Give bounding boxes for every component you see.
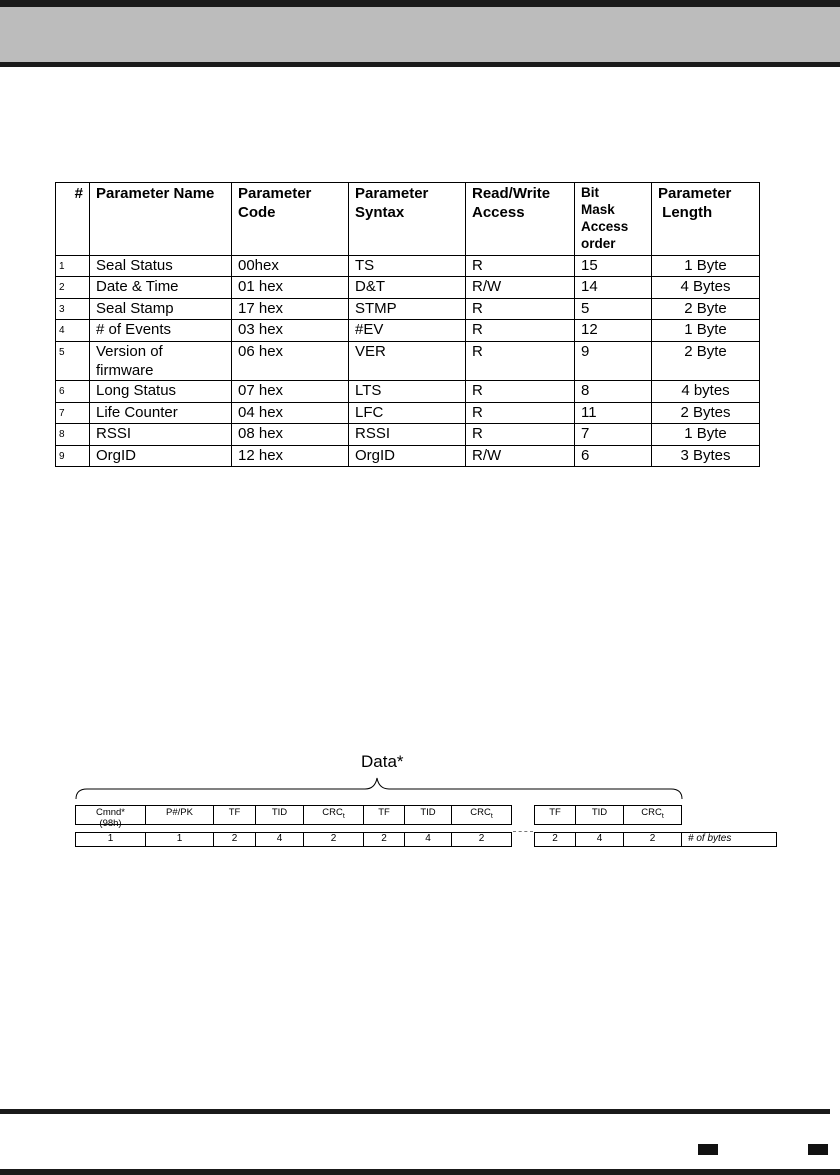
row-code: 07 hex [232, 381, 349, 402]
row-bit: 14 [575, 277, 652, 298]
header-top-rule [0, 0, 840, 7]
row-length: 4 bytes [652, 381, 760, 402]
parameter-table [55, 182, 760, 467]
row-syntax: VER [349, 341, 466, 381]
row-bit: 7 [575, 424, 652, 445]
row-access: R [466, 424, 575, 445]
frame-title: Data* [361, 752, 404, 771]
table-row [56, 320, 760, 341]
row-num: 7 [56, 402, 90, 423]
row-length: 2 Byte [652, 341, 760, 381]
count-tid: 4 [575, 832, 624, 847]
footer-mark-left [698, 1144, 718, 1155]
row-num: 4 [56, 320, 90, 341]
row-length: 2 Bytes [652, 402, 760, 423]
row-num: 3 [56, 298, 90, 319]
footer-rule-bottom [0, 1169, 840, 1175]
row-num: 8 [56, 424, 90, 445]
row-code: 03 hex [232, 320, 349, 341]
row-access: R [466, 402, 575, 423]
bytes-label: # of bytes [681, 832, 777, 847]
header-parameter-name: Parameter Name [90, 183, 232, 256]
row-num: 1 [56, 256, 90, 277]
data-frame-diagram [75, 752, 780, 852]
row-syntax: OrgID [349, 445, 466, 466]
table-row [56, 381, 760, 402]
row-access: R [466, 381, 575, 402]
row-length: 3 Bytes [652, 445, 760, 466]
footer-mark-right [808, 1144, 828, 1155]
header-access: Read/Write Access [466, 183, 575, 256]
row-num: 9 [56, 445, 90, 466]
row-code: 12 hex [232, 445, 349, 466]
row-access: R [466, 341, 575, 381]
row-syntax: LFC [349, 402, 466, 423]
header-gray-bar [0, 7, 840, 62]
row-bit: 5 [575, 298, 652, 319]
row-length: 1 Byte [652, 320, 760, 341]
count-tf: 2 [213, 832, 256, 847]
field-tid: TID [575, 805, 624, 825]
field-crc: $CRC_t$ [303, 805, 364, 825]
row-access: R [466, 256, 575, 277]
row-code: 17 hex [232, 298, 349, 319]
row-num: 5 [56, 341, 90, 381]
count-cmnd: 1 [75, 832, 146, 847]
count-crc: 2 [451, 832, 512, 847]
row-length: 4 Bytes [652, 277, 760, 298]
footer-rule-top [0, 1109, 830, 1114]
count-crc: 2 [303, 832, 364, 847]
row-length: 1 Byte [652, 424, 760, 445]
row-syntax: STMP [349, 298, 466, 319]
count-tid: 4 [255, 832, 304, 847]
row-syntax: LTS [349, 381, 466, 402]
row-name: Seal Stamp [90, 298, 232, 319]
row-access: R [466, 298, 575, 319]
row-num: 2 [56, 277, 90, 298]
row-name: Life Counter [90, 402, 232, 423]
header-bitmask: Bit Mask Access order [575, 183, 652, 256]
row-length: 1 Byte [652, 256, 760, 277]
field-crc: $CRC_t$ [451, 805, 512, 825]
table-row [56, 402, 760, 423]
row-bit: 8 [575, 381, 652, 402]
field-tf: TF [213, 805, 256, 825]
count-tid: 4 [404, 832, 452, 847]
row-syntax: TS [349, 256, 466, 277]
count-crc: 2 [623, 832, 682, 847]
table-row [56, 298, 760, 319]
row-name: OrgID [90, 445, 232, 466]
field-tf: TF [363, 805, 405, 825]
row-access: R/W [466, 445, 575, 466]
header-bottom-rule [0, 62, 840, 67]
row-num: 6 [56, 381, 90, 402]
table-row [56, 256, 760, 277]
field-cmnd: Cmnd* (98h) [75, 805, 146, 825]
row-bit: 15 [575, 256, 652, 277]
row-syntax: #EV [349, 320, 466, 341]
data-brace [75, 772, 695, 802]
row-access: R [466, 320, 575, 341]
row-code: 00hex [232, 256, 349, 277]
header-parameter-code: Parameter Code [232, 183, 349, 256]
row-code: 01 hex [232, 277, 349, 298]
header-num: # [56, 183, 90, 256]
row-syntax: RSSI [349, 424, 466, 445]
continuation-dash [513, 831, 533, 832]
table-row [56, 424, 760, 445]
row-code: 04 hex [232, 402, 349, 423]
count-pk: 1 [145, 832, 214, 847]
field-tid: TID [404, 805, 452, 825]
field-pk: P#/PK [145, 805, 214, 825]
field-tid: TID [255, 805, 304, 825]
field-tf: TF [534, 805, 576, 825]
table-header-row [56, 183, 760, 256]
count-tf: 2 [363, 832, 405, 847]
row-name: Version of firmware [90, 341, 232, 381]
row-access: R/W [466, 277, 575, 298]
table-row [56, 341, 760, 381]
row-name: Long Status [90, 381, 232, 402]
row-length: 2 Byte [652, 298, 760, 319]
count-tf: 2 [534, 832, 576, 847]
page-header-band [0, 0, 840, 66]
row-bit: 9 [575, 341, 652, 381]
row-code: 06 hex [232, 341, 349, 381]
table-row [56, 277, 760, 298]
table-row [56, 445, 760, 466]
row-code: 08 hex [232, 424, 349, 445]
row-name: RSSI [90, 424, 232, 445]
row-name: Seal Status [90, 256, 232, 277]
row-bit: 12 [575, 320, 652, 341]
row-syntax: D&T [349, 277, 466, 298]
field-crc: $CRC_t$ [623, 805, 682, 825]
header-parameter-length: Parameter Length [652, 183, 760, 256]
row-bit: 6 [575, 445, 652, 466]
row-name: # of Events [90, 320, 232, 341]
header-parameter-syntax: Parameter Syntax [349, 183, 466, 256]
row-bit: 11 [575, 402, 652, 423]
row-name: Date & Time [90, 277, 232, 298]
